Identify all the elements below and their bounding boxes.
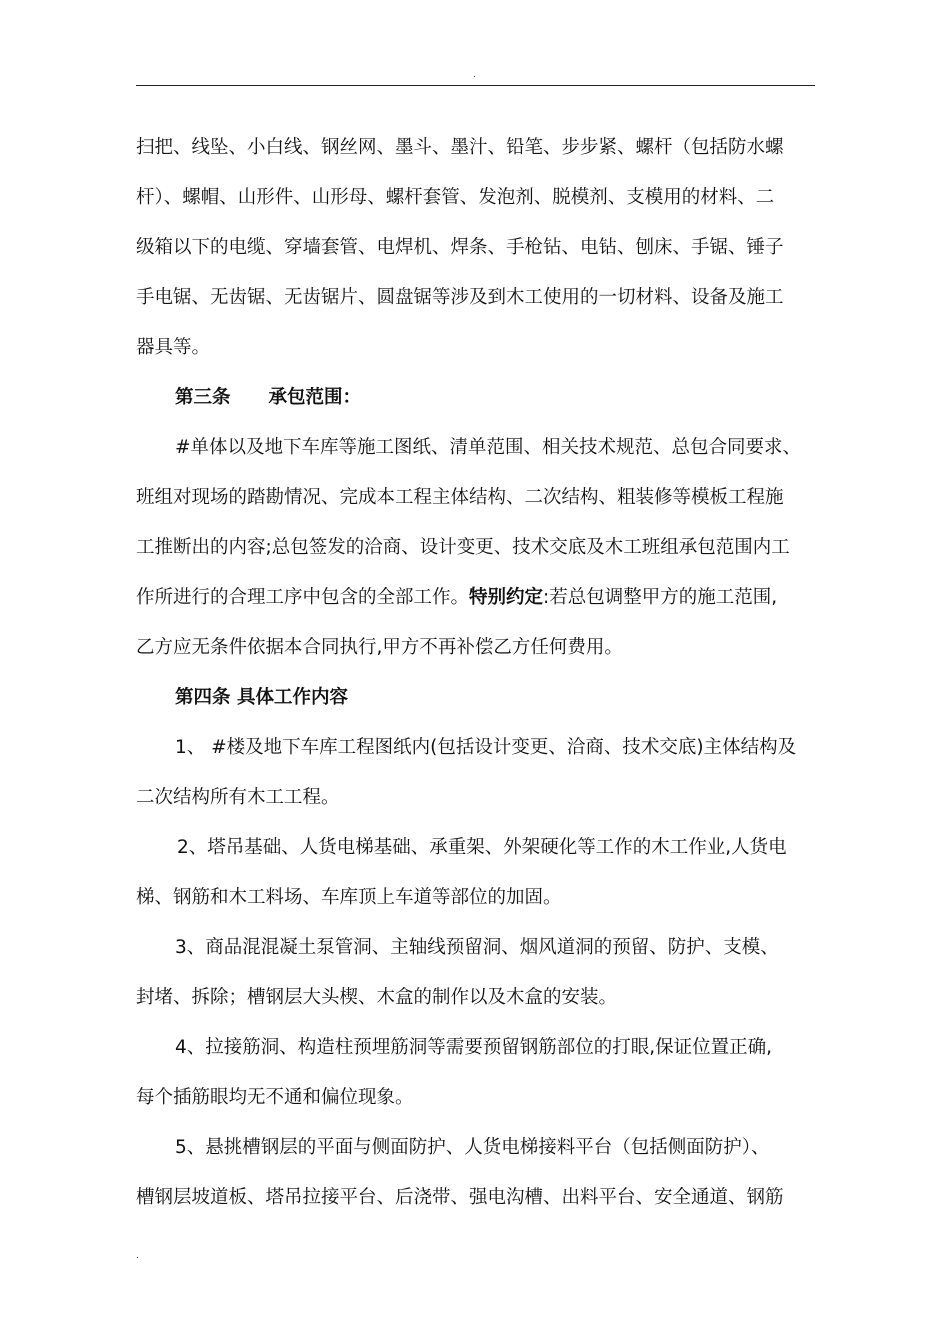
paragraph-line: 器具等。 [136, 337, 211, 358]
article-3-heading [136, 380, 821, 430]
paragraph-line: 手电锯、无齿锯、无齿锯片、圆盘锯等涉及到木工使用的一切材料、设备及施工 [136, 287, 784, 308]
text-run: :若总包调整甲方的施工范围, [543, 587, 778, 608]
article-title: 承包范围： [268, 387, 362, 408]
body-text [136, 130, 821, 1230]
paragraph-line: #单体以及地下车库等施工图纸、清单范围、相关技术规范、总包合同要求、 [175, 437, 802, 458]
paragraph-line: 乙方应无条件依据本合同执行,甲方不再补偿乙方任何费用。 [136, 637, 623, 658]
paragraph-line: 杆）、螺帽、山形件、山形母、螺杆套管、发泡剂、脱模剂、支模用的材料、二 [136, 187, 775, 208]
list-item-line: 5、悬挑槽钢层的平面与侧面防护、人货电梯接料平台（包括侧面防护）、 [175, 1137, 770, 1158]
list-item-line: 2、塔吊基础、人货电梯基础、承重架、外架硬化等工作的木工作业,人货电 [177, 837, 787, 858]
footer-mark: . [136, 1251, 139, 1261]
article-4-heading [136, 680, 821, 730]
text-run: 作所进行的合理工序中包含的全部工作。 [136, 587, 470, 608]
paragraph-line: 级箱以下的电缆、穿墙套管、电焊机、焊条、手枪钻、电钻、刨床、手锯、锤子 [136, 237, 784, 258]
list-item-line: 3、商品混混凝土泵管洞、主轴线预留洞、烟风道洞的预留、防护、支模、 [175, 937, 779, 958]
article-heading: 第四条 具体工作内容 [175, 687, 348, 708]
header-rule [136, 85, 815, 86]
header-mark: . [473, 70, 476, 80]
list-item-line: 封堵、拆除；槽钢层大头楔、木盒的制作以及木盒的安装。 [136, 987, 618, 1008]
paragraph-line: 工推断出的内容;总包签发的洽商、设计变更、技术交底及木工班组承包范围内工 [136, 537, 790, 558]
paragraph-line: 扫把、线坠、小白线、钢丝网、墨斗、墨汁、铅笔、步步紧、螺杆（包括防水螺 [136, 137, 784, 158]
list-item-line: 1、 #楼及地下车库工程图纸内(包括设计变更、洽商、技术交底)主体结构及 [175, 737, 797, 758]
list-item-line: 二次结构所有木工工程。 [136, 787, 340, 808]
list-item-line: 梯、钢筋和木工料场、车库顶上车道等部位的加固。 [136, 887, 562, 908]
paragraph-line: 班组对现场的踏勘情况、完成本工程主体结构、二次结构、粗装修等模板工程施 [136, 487, 784, 508]
paragraph-line [136, 580, 821, 630]
list-item-line: 4、拉接筋洞、构造柱预埋筋洞等需要预留钢筋部位的打眼,保证位置正确, [175, 1037, 773, 1058]
article-number: 第三条 [175, 387, 231, 408]
list-item-line: 每个插筋眼均无不通和偏位现象。 [136, 1087, 414, 1108]
list-item-line: 槽钢层坡道板、塔吊拉接平台、后浇带、强电沟槽、出料平台、安全通道、钢筋 [136, 1187, 784, 1208]
special-agreement-label: 特别约定 [469, 587, 544, 608]
